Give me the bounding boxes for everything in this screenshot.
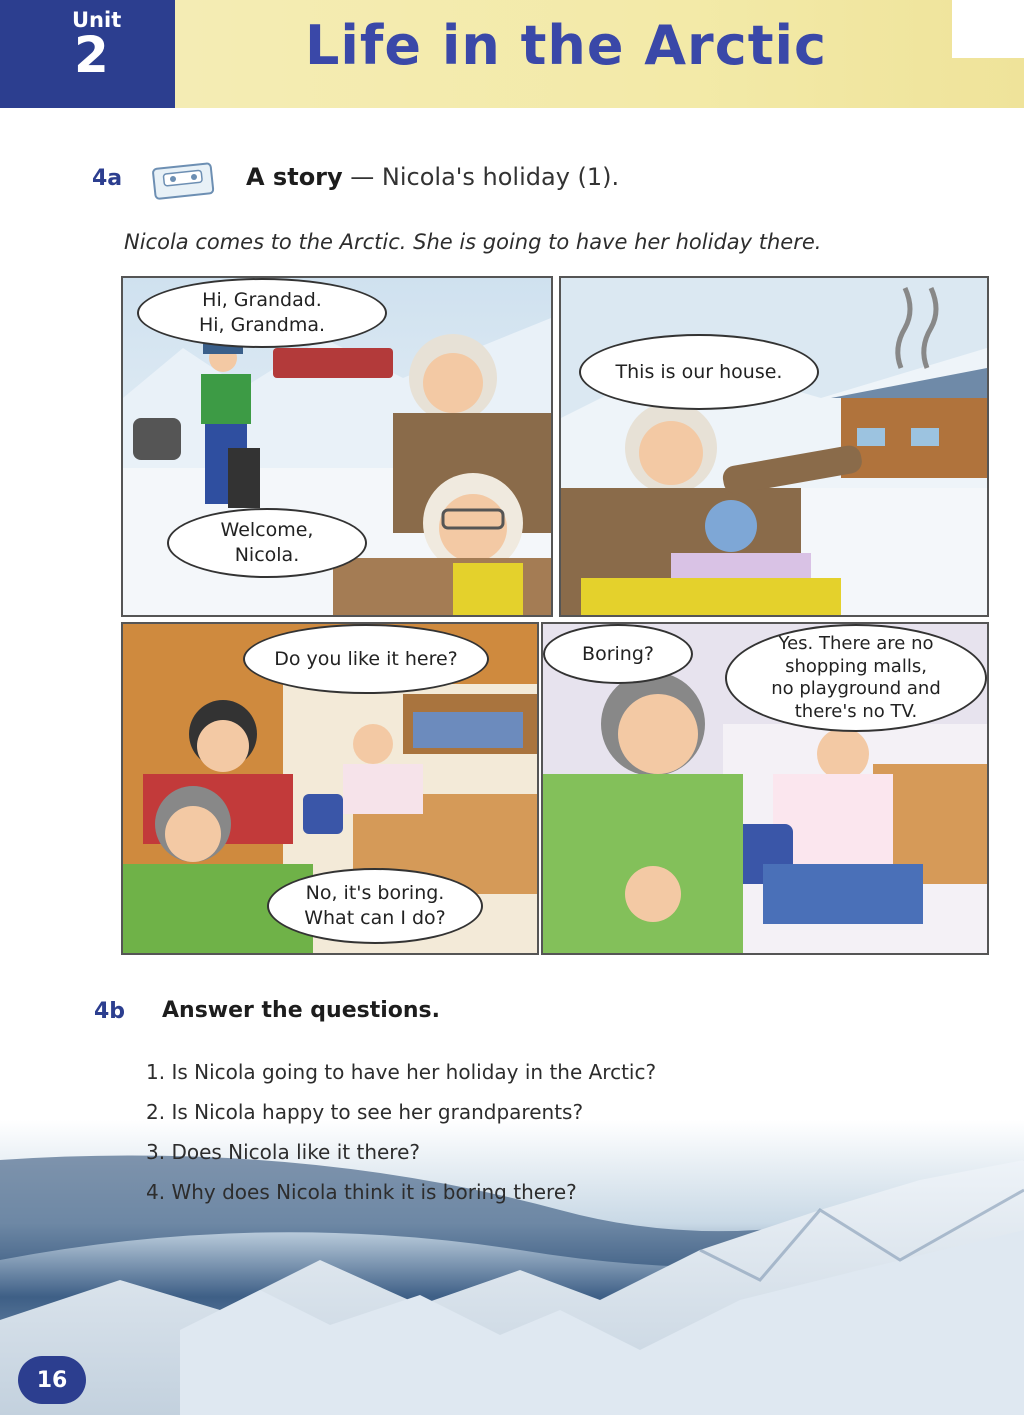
page-number: 16 xyxy=(18,1356,86,1404)
section-4b-number: 4b xyxy=(94,999,126,1024)
questions-list xyxy=(146,1058,656,1218)
bubble-line: Nicola. xyxy=(234,544,300,566)
story-title-bold: A story xyxy=(246,163,343,191)
speech-bubble-welcome xyxy=(167,508,367,578)
bubble-line: shopping malls, xyxy=(785,655,927,677)
speech-bubble-grandad-grandma xyxy=(137,278,387,348)
bubble-line: there's no TV. xyxy=(794,700,918,722)
story-title xyxy=(246,163,619,191)
section-4a-number: 4a xyxy=(92,166,123,191)
speech-bubble-its-boring xyxy=(267,868,483,944)
story-intro: Nicola comes to the Arctic. She is going to have her holiday there. xyxy=(124,230,822,254)
bubble-line: Boring? xyxy=(582,642,654,665)
questions-title: Answer the questions. xyxy=(162,998,441,1023)
story-title-rest: — Nicola's holiday (1). xyxy=(342,163,620,191)
unit-badge xyxy=(0,0,175,108)
title-band xyxy=(175,0,1024,108)
comic-panel-4 xyxy=(541,622,989,955)
unit-label: Unit xyxy=(72,8,122,32)
speech-bubble-do-you-like-it xyxy=(243,624,489,694)
unit-number: 2 xyxy=(74,26,109,84)
speech-bubble-no-shopping-malls xyxy=(725,624,987,732)
speech-bubble-our-house xyxy=(579,334,819,410)
bubble-line: no playground and xyxy=(771,678,941,699)
page-title: Life in the Arctic xyxy=(305,14,828,77)
question-item: 1. Is Nicola going to have her holiday in the Arctic? xyxy=(146,1060,657,1084)
speech-bubble-boring-question xyxy=(543,624,693,684)
bubble-line: Welcome, xyxy=(220,519,314,542)
bubble-line: Hi, Grandma. xyxy=(198,314,326,336)
bubble-line: This is our house. xyxy=(615,360,783,383)
bubble-line: Hi, Grandad. xyxy=(202,289,322,312)
question-item: 3. Does Nicola like it there? xyxy=(146,1140,421,1164)
question-item: 2. Is Nicola happy to see her grandparents? xyxy=(146,1100,584,1124)
comic-panel-2 xyxy=(559,276,989,617)
bubble-line: Do you like it here? xyxy=(274,647,458,670)
cassette-tape-icon xyxy=(150,158,218,202)
bubble-line: What can I do? xyxy=(304,907,446,929)
bubble-line: No, it's boring. xyxy=(305,882,445,905)
comic-panel-1 xyxy=(121,276,553,617)
page-header xyxy=(0,0,1024,108)
panel-2-illustration xyxy=(561,278,987,615)
header-corner xyxy=(952,0,1024,58)
bubble-line: Yes. There are no xyxy=(778,633,934,654)
comic-panel-3 xyxy=(121,622,539,955)
question-item: 4. Why does Nicola think it is boring there? xyxy=(146,1180,577,1204)
